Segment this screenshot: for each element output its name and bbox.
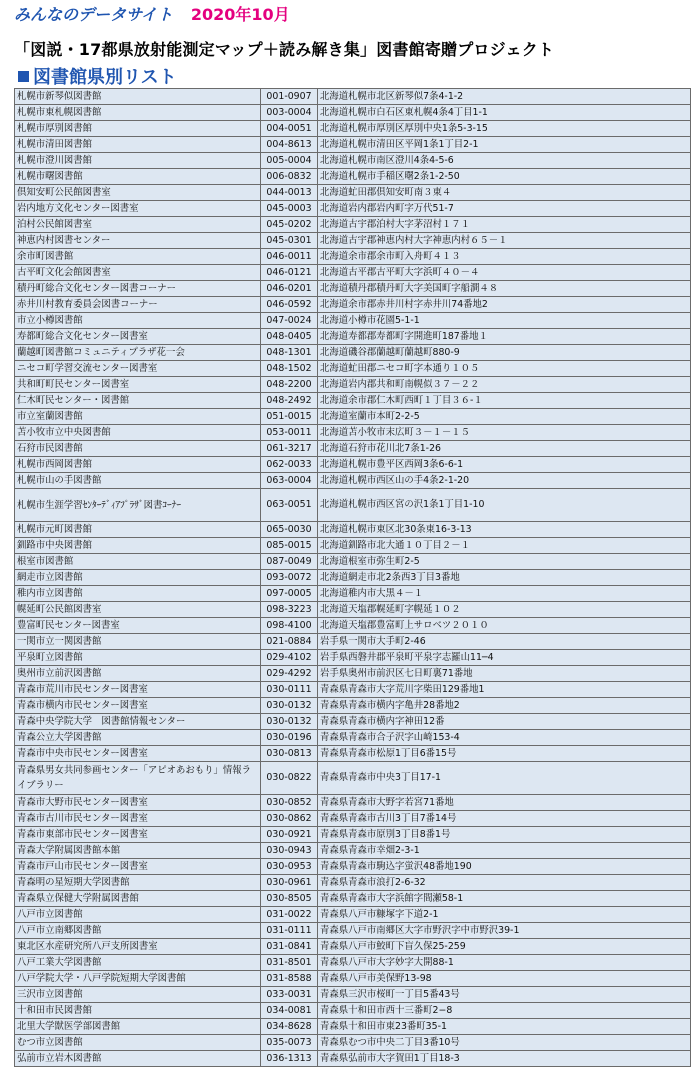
postal-code-cell: 061-3217 <box>261 441 318 457</box>
address-cell: 青森県青森市合子沢字山崎153-4 <box>318 730 691 746</box>
address-cell: 北海道余市郡仁木町西町１丁目３６-１ <box>318 393 691 409</box>
address-cell: 北海道天塩郡豊富町上サロベツ２０１０ <box>318 618 691 634</box>
table-row <box>15 441 691 457</box>
address-cell: 青森県八戸市南郷区大字市野沢字中市野沢39-1 <box>318 923 691 939</box>
address-cell: 北海道網走市北2条西3丁目3番地 <box>318 570 691 586</box>
address-cell: 北海道天塩郡幌延町字幌延１０２ <box>318 602 691 618</box>
library-name-cell: 札幌市澄川図書館 <box>15 153 261 169</box>
table-row <box>15 795 691 811</box>
postal-code-cell: 030-0961 <box>261 875 318 891</box>
library-name-cell: 苫小牧市立中央図書館 <box>15 425 261 441</box>
library-name-cell: 市立室蘭図書館 <box>15 409 261 425</box>
project-title: 「図説・17都県放射能測定マップ＋読み解き集」図書館寄贈プロジェクト <box>14 40 555 59</box>
table-row <box>15 811 691 827</box>
address-cell: 青森県青森市古川3丁目7番14号 <box>318 811 691 827</box>
header-line <box>14 2 694 28</box>
postal-code-cell: 030-8505 <box>261 891 318 907</box>
table-row <box>15 345 691 361</box>
library-name-cell: 東北区水産研究所八戸支所図書室 <box>15 939 261 955</box>
table-row <box>15 473 691 489</box>
postal-code-cell: 001-0907 <box>261 89 318 105</box>
address-cell: 北海道岩内郡岩内町字万代51-7 <box>318 201 691 217</box>
library-name-cell: 市立小樽図書館 <box>15 313 261 329</box>
table-row <box>15 1051 691 1067</box>
postal-code-cell: 046-0121 <box>261 265 318 281</box>
table-row <box>15 666 691 682</box>
library-name-cell: 札幌市東札幌図書館 <box>15 105 261 121</box>
address-cell: 青森県八戸市糠塚字下道2-1 <box>318 907 691 923</box>
table-row <box>15 939 691 955</box>
library-name-cell: 釧路市中央図書館 <box>15 538 261 554</box>
table-row <box>15 297 691 313</box>
postal-code-cell: 047-0024 <box>261 313 318 329</box>
table-row <box>15 650 691 666</box>
library-name-cell: 余市町図書館 <box>15 249 261 265</box>
library-name-cell: 札幌市山の手図書館 <box>15 473 261 489</box>
publication-date: 2020年10月 <box>190 5 290 24</box>
library-name-cell: 青森大学附属図書館本館 <box>15 843 261 859</box>
postal-code-cell: 030-0132 <box>261 698 318 714</box>
postal-code-cell: 005-0004 <box>261 153 318 169</box>
library-name-cell: 根室市図書館 <box>15 554 261 570</box>
address-cell: 北海道札幌市南区澄川4条4-5-6 <box>318 153 691 169</box>
table-row <box>15 409 691 425</box>
table-row <box>15 153 691 169</box>
address-cell: 青森県むつ市中央二丁目3番10号 <box>318 1035 691 1051</box>
table-row <box>15 538 691 554</box>
library-name-cell: 十和田市民図書館 <box>15 1003 261 1019</box>
address-cell: 北海道札幌市西区山の手4条2-1-20 <box>318 473 691 489</box>
postal-code-cell: 030-0196 <box>261 730 318 746</box>
header <box>14 2 694 28</box>
table-row <box>15 891 691 907</box>
library-name-cell: 神恵内村図書センター <box>15 233 261 249</box>
address-cell: 北海道岩内郡共和町南幌似３７－２２ <box>318 377 691 393</box>
postal-code-cell: 063-0051 <box>261 489 318 522</box>
library-table <box>14 88 691 1067</box>
table-row <box>15 746 691 762</box>
postal-code-cell: 031-0841 <box>261 939 318 955</box>
address-cell: 北海道札幌市白石区東札幌4条4丁目1-1 <box>318 105 691 121</box>
table-row <box>15 425 691 441</box>
table-row <box>15 169 691 185</box>
library-name-cell: 蘭越町図書館コミュニティプラザ花一会 <box>15 345 261 361</box>
address-cell: 北海道札幌市手稲区曙2条1-2-50 <box>318 169 691 185</box>
postal-code-cell: 030-0132 <box>261 714 318 730</box>
postal-code-cell: 048-1301 <box>261 345 318 361</box>
address-cell: 北海道古平郡古平町大字浜町４０－４ <box>318 265 691 281</box>
library-name-cell: 青森市横内市民センター図書室 <box>15 698 261 714</box>
address-cell: 青森県弘前市大字賀田1丁目18-3 <box>318 1051 691 1067</box>
library-name-cell: 寿都町総合文化センター図書室 <box>15 329 261 345</box>
postal-code-cell: 036-1313 <box>261 1051 318 1067</box>
library-name-cell: ニセコ町学習交流センター図書室 <box>15 361 261 377</box>
postal-code-cell: 030-0862 <box>261 811 318 827</box>
postal-code-cell: 048-0405 <box>261 329 318 345</box>
postal-code-cell: 062-0033 <box>261 457 318 473</box>
library-name-cell: 青森市戸山市民センター図書室 <box>15 859 261 875</box>
library-name-cell: 八戸学院大学・八戸学院短期大学図書館 <box>15 971 261 987</box>
table-row <box>15 907 691 923</box>
address-cell: 青森県八戸市美保野13-98 <box>318 971 691 987</box>
postal-code-cell: 097-0005 <box>261 586 318 602</box>
library-name-cell: 共和町町民センター図書室 <box>15 377 261 393</box>
table-row <box>15 217 691 233</box>
postal-code-cell: 098-3223 <box>261 602 318 618</box>
library-name-cell: 積丹町総合文化センター図書コーナー <box>15 281 261 297</box>
postal-code-cell: 031-0111 <box>261 923 318 939</box>
address-cell: 北海道札幌市清田区平岡1条1丁目2-1 <box>318 137 691 153</box>
address-cell: 北海道虻田郡ニセコ町字本通り１０５ <box>318 361 691 377</box>
library-name-cell: 石狩市民図書館 <box>15 441 261 457</box>
table-row <box>15 843 691 859</box>
library-name-cell: 古平町文化会館図書室 <box>15 265 261 281</box>
address-cell: 北海道室蘭市本町2-2-5 <box>318 409 691 425</box>
postal-code-cell: 048-2492 <box>261 393 318 409</box>
address-cell: 青森県十和田市西十三番町2−8 <box>318 1003 691 1019</box>
library-name-cell: 幌延町公民館図書室 <box>15 602 261 618</box>
postal-code-cell: 053-0011 <box>261 425 318 441</box>
table-row <box>15 570 691 586</box>
table-row <box>15 971 691 987</box>
table-row <box>15 955 691 971</box>
postal-code-cell: 034-0081 <box>261 1003 318 1019</box>
address-cell: 岩手県奥州市前沢区七日町裏71番地 <box>318 666 691 682</box>
library-name-cell: 札幌市生涯学習ｾﾝﾀｰﾃﾞｨｱﾌﾟﾗｻﾞ図書ｺｰﾅｰ <box>15 489 261 522</box>
address-cell: 青森県青森市浪打2-6-32 <box>318 875 691 891</box>
postal-code-cell: 030-0953 <box>261 859 318 875</box>
table-row <box>15 265 691 281</box>
postal-code-cell: 030-0943 <box>261 843 318 859</box>
address-cell: 青森県三沢市桜町一丁目5番43号 <box>318 987 691 1003</box>
postal-code-cell: 031-8501 <box>261 955 318 971</box>
table-row <box>15 923 691 939</box>
address-cell: 青森県八戸市大字妙字大開88-1 <box>318 955 691 971</box>
library-name-cell: 青森県男女共同参画センター「アピオあおもり」情報ライブラリー <box>15 762 261 795</box>
postal-code-cell: 030-0813 <box>261 746 318 762</box>
address-cell: 北海道稚内市大黒４－１ <box>318 586 691 602</box>
postal-code-cell: 004-8613 <box>261 137 318 153</box>
table-row <box>15 105 691 121</box>
table-row <box>15 618 691 634</box>
address-cell: 青森県青森市松原1丁目6番15号 <box>318 746 691 762</box>
library-name-cell: 平泉町立図書館 <box>15 650 261 666</box>
table-row <box>15 875 691 891</box>
address-cell: 青森県青森市横内字神田12番 <box>318 714 691 730</box>
library-name-cell: 稚内市立図書館 <box>15 586 261 602</box>
table-row <box>15 682 691 698</box>
postal-code-cell: 045-0003 <box>261 201 318 217</box>
postal-code-cell: 033-0031 <box>261 987 318 1003</box>
table-row <box>15 714 691 730</box>
section-title <box>18 63 177 89</box>
table-row <box>15 121 691 137</box>
library-name-cell: 札幌市新琴似図書館 <box>15 89 261 105</box>
address-cell: 青森県青森市幸畑2-3-1 <box>318 843 691 859</box>
postal-code-cell: 045-0301 <box>261 233 318 249</box>
address-cell: 北海道札幌市西区宮の沢1条1丁目1-10 <box>318 489 691 522</box>
table-row <box>15 859 691 875</box>
table-row <box>15 393 691 409</box>
library-name-cell: 奥州市立前沢図書館 <box>15 666 261 682</box>
library-name-cell: 倶知安町公民館図書室 <box>15 185 261 201</box>
table-row <box>15 602 691 618</box>
postal-code-cell: 046-0592 <box>261 297 318 313</box>
site-title: みんなのデータサイト <box>14 5 173 24</box>
table-row <box>15 137 691 153</box>
table-row <box>15 233 691 249</box>
library-name-cell: 一関市立一関図書館 <box>15 634 261 650</box>
table-row <box>15 89 691 105</box>
address-cell: 北海道古宇郡泊村大字茅沼村１７１ <box>318 217 691 233</box>
table-row <box>15 1035 691 1051</box>
table-row <box>15 730 691 746</box>
address-cell: 北海道石狩市花川北7条1-26 <box>318 441 691 457</box>
library-name-cell: 弘前市立岩木図書館 <box>15 1051 261 1067</box>
address-cell: 青森県青森市大野字若宮71番地 <box>318 795 691 811</box>
table-row <box>15 987 691 1003</box>
library-name-cell: 札幌市元町図書館 <box>15 522 261 538</box>
address-cell: 青森県青森市駒込字蛍沢48番地190 <box>318 859 691 875</box>
section-title-text: 図書館県別リスト <box>33 67 177 88</box>
table-row <box>15 1003 691 1019</box>
postal-code-cell: 046-0201 <box>261 281 318 297</box>
postal-code-cell: 006-0832 <box>261 169 318 185</box>
postal-code-cell: 035-0073 <box>261 1035 318 1051</box>
address-cell: 北海道根室市弥生町2-5 <box>318 554 691 570</box>
postal-code-cell: 021-0884 <box>261 634 318 650</box>
library-name-cell: 岩内地方文化センター図書室 <box>15 201 261 217</box>
table-row <box>15 827 691 843</box>
library-name-cell: 仁木町民センター・図書館 <box>15 393 261 409</box>
address-cell: 北海道磯谷郡蘭越町蘭越町880-9 <box>318 345 691 361</box>
library-table-body <box>15 89 691 1067</box>
address-cell: 青森県青森市大字浜館字間瀬58-1 <box>318 891 691 907</box>
library-name-cell: 札幌市厚別図書館 <box>15 121 261 137</box>
postal-code-cell: 004-0051 <box>261 121 318 137</box>
table-row <box>15 586 691 602</box>
address-cell: 青森県十和田市東23番町35-1 <box>318 1019 691 1035</box>
library-name-cell: 赤井川村教育委員会図書コーナー <box>15 297 261 313</box>
postal-code-cell: 048-1502 <box>261 361 318 377</box>
library-name-cell: むつ市立図書館 <box>15 1035 261 1051</box>
address-cell: 北海道札幌市豊平区西岡3条6-6-1 <box>318 457 691 473</box>
table-row <box>15 377 691 393</box>
address-cell: 青森県青森市中央3丁目17-1 <box>318 762 691 795</box>
library-name-cell: 泊村公民館図書室 <box>15 217 261 233</box>
table-row <box>15 457 691 473</box>
table-row <box>15 361 691 377</box>
address-cell: 岩手県西磐井郡平泉町平泉字志羅山11─4 <box>318 650 691 666</box>
address-cell: 青森県青森市大字荒川字柴田129番地1 <box>318 682 691 698</box>
postal-code-cell: 044-0013 <box>261 185 318 201</box>
postal-code-cell: 030-0111 <box>261 682 318 698</box>
library-name-cell: 豊富町民センター図書室 <box>15 618 261 634</box>
postal-code-cell: 087-0049 <box>261 554 318 570</box>
library-name-cell: 青森中央学院大学 図書館情報センター <box>15 714 261 730</box>
table-row <box>15 634 691 650</box>
address-cell: 北海道古宇郡神恵内村大字神恵内村６５－１ <box>318 233 691 249</box>
postal-code-cell: 031-8588 <box>261 971 318 987</box>
table-row <box>15 554 691 570</box>
address-cell: 北海道余市郡余市町入舟町４１３ <box>318 249 691 265</box>
table-row <box>15 1019 691 1035</box>
address-cell: 北海道寿都郡寿都町字開進町187番地１ <box>318 329 691 345</box>
address-cell: 北海道苫小牧市末広町３－１－１５ <box>318 425 691 441</box>
postal-code-cell: 031-0022 <box>261 907 318 923</box>
postal-code-cell: 098-4100 <box>261 618 318 634</box>
library-name-cell: 青森市東部市民センター図書室 <box>15 827 261 843</box>
table-row <box>15 313 691 329</box>
postal-code-cell: 063-0004 <box>261 473 318 489</box>
table-row <box>15 201 691 217</box>
library-name-cell: 青森市大野市民センター図書室 <box>15 795 261 811</box>
address-cell: 北海道積丹郡積丹町大字美国町字船澗４８ <box>318 281 691 297</box>
address-cell: 青森県青森市横内字亀井28番地2 <box>318 698 691 714</box>
library-name-cell: 三沢市立図書館 <box>15 987 261 1003</box>
table-row <box>15 698 691 714</box>
table-row <box>15 249 691 265</box>
library-name-cell: 青森明の星短期大学図書館 <box>15 875 261 891</box>
postal-code-cell: 085-0015 <box>261 538 318 554</box>
postal-code-cell: 029-4102 <box>261 650 318 666</box>
table-row <box>15 522 691 538</box>
postal-code-cell: 034-8628 <box>261 1019 318 1035</box>
postal-code-cell: 029-4292 <box>261 666 318 682</box>
postal-code-cell: 048-2200 <box>261 377 318 393</box>
table-row <box>15 489 691 522</box>
library-name-cell: 八戸市立南郷図書館 <box>15 923 261 939</box>
square-bullet-icon <box>18 71 29 82</box>
library-name-cell: 青森市中央市民センター図書室 <box>15 746 261 762</box>
postal-code-cell: 030-0852 <box>261 795 318 811</box>
library-name-cell: 札幌市曙図書館 <box>15 169 261 185</box>
address-cell: 北海道札幌市厚別区厚別中央1条5-3-15 <box>318 121 691 137</box>
address-cell: 北海道札幌市北区新琴似7条4-1-2 <box>318 89 691 105</box>
address-cell: 北海道釧路市北大通１０丁目２－１ <box>318 538 691 554</box>
library-name-cell: 八戸市立図書館 <box>15 907 261 923</box>
postal-code-cell: 030-0921 <box>261 827 318 843</box>
library-name-cell: 網走市立図書館 <box>15 570 261 586</box>
postal-code-cell: 093-0072 <box>261 570 318 586</box>
address-cell: 青森県八戸市鮫町下盲久保25-259 <box>318 939 691 955</box>
postal-code-cell: 065-0030 <box>261 522 318 538</box>
library-name-cell: 北里大学獣医学部図書館 <box>15 1019 261 1035</box>
postal-code-cell: 046-0011 <box>261 249 318 265</box>
library-name-cell: 青森公立大学図書館 <box>15 730 261 746</box>
postal-code-cell: 045-0202 <box>261 217 318 233</box>
address-cell: 北海道小樽市花園5-1-1 <box>318 313 691 329</box>
library-name-cell: 八戸工業大学図書館 <box>15 955 261 971</box>
library-name-cell: 青森県立保健大学附属図書館 <box>15 891 261 907</box>
address-cell: 青森県青森市原別3丁目8番1号 <box>318 827 691 843</box>
library-name-cell: 青森市古川市民センター図書室 <box>15 811 261 827</box>
address-cell: 北海道札幌市東区北30条東16-3-13 <box>318 522 691 538</box>
postal-code-cell: 030-0822 <box>261 762 318 795</box>
table-row <box>15 185 691 201</box>
table-row <box>15 762 691 795</box>
address-cell: 北海道余市郡赤井川村字赤井川74番地2 <box>318 297 691 313</box>
table-row <box>15 281 691 297</box>
postal-code-cell: 051-0015 <box>261 409 318 425</box>
table-row <box>15 329 691 345</box>
address-cell: 岩手県一関市大手町2-46 <box>318 634 691 650</box>
postal-code-cell: 003-0004 <box>261 105 318 121</box>
library-name-cell: 青森市荒川市民センター図書室 <box>15 682 261 698</box>
address-cell: 北海道虻田郡倶知安町南３東４ <box>318 185 691 201</box>
library-name-cell: 札幌市西岡図書館 <box>15 457 261 473</box>
library-name-cell: 札幌市清田図書館 <box>15 137 261 153</box>
